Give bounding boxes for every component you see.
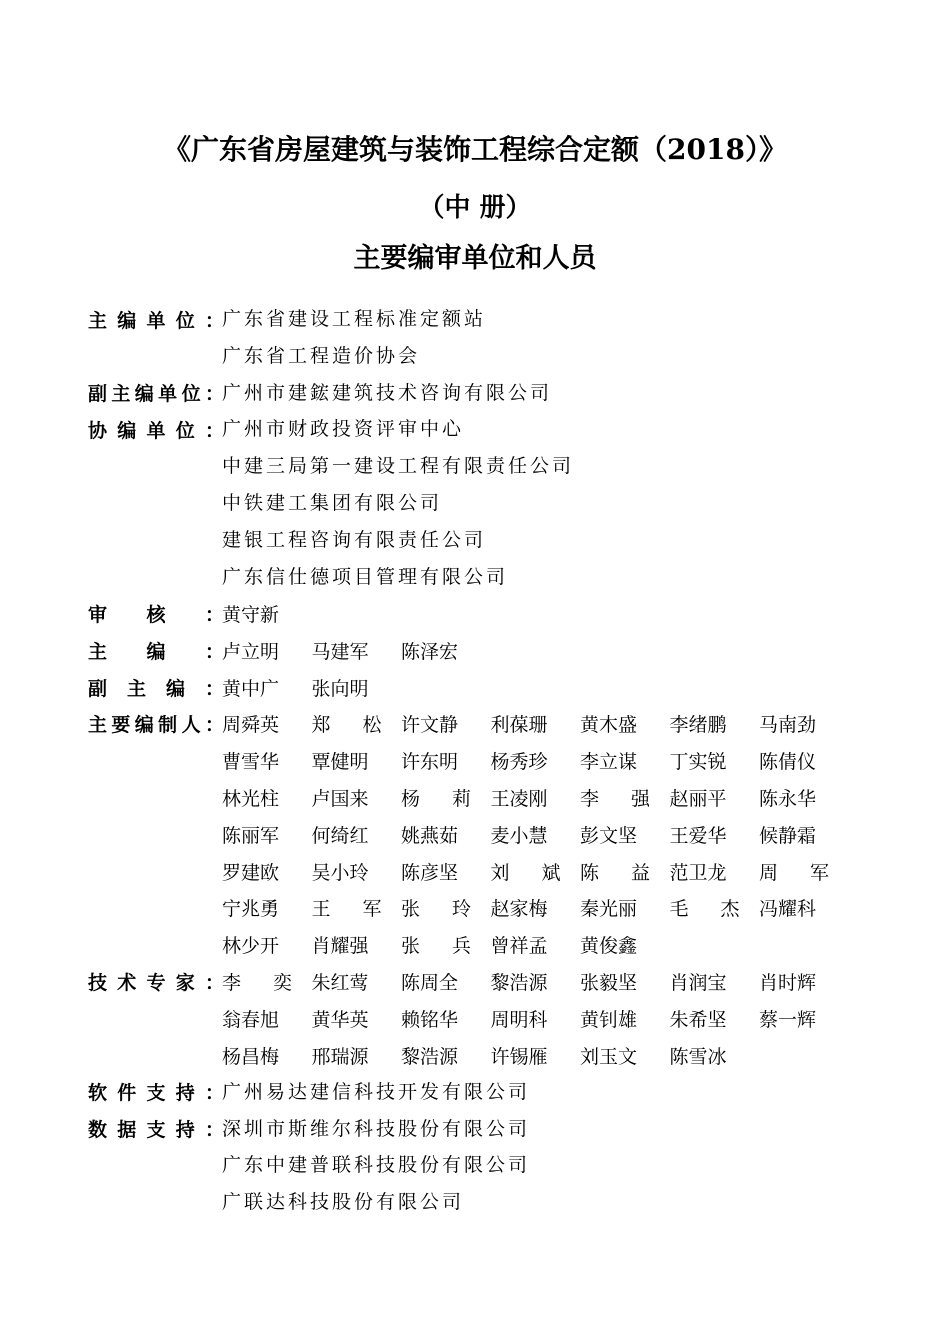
person-name: 陈彦坚 bbox=[401, 861, 459, 884]
person-name: 刘玉文 bbox=[580, 1045, 638, 1068]
roster-row bbox=[0, 966, 950, 996]
roster-row bbox=[0, 672, 950, 702]
unit-name: 中建三局第一建设工程有限责任公司 bbox=[222, 455, 575, 478]
roster-row bbox=[0, 782, 950, 812]
person-name: 姚燕茹 bbox=[401, 824, 459, 847]
roster-row bbox=[0, 1003, 950, 1033]
person-name: 陈永华 bbox=[759, 787, 817, 810]
person-name: 马南劲 bbox=[759, 714, 817, 737]
person-name: 覃健明 bbox=[311, 751, 369, 774]
roster-row bbox=[0, 525, 950, 555]
person-name: 肖耀强 bbox=[311, 935, 369, 958]
person-name: 郑 松 bbox=[311, 714, 382, 737]
person-name: 张毅坚 bbox=[580, 971, 638, 994]
person-name: 麦小慧 bbox=[490, 824, 548, 847]
person-name: 宁兆勇 bbox=[222, 898, 280, 921]
person-name: 陈丽军 bbox=[222, 824, 280, 847]
person-name: 卢立明 bbox=[222, 640, 280, 663]
person-name: 黄木盛 bbox=[580, 714, 638, 737]
roster-row bbox=[0, 819, 950, 849]
roster-row bbox=[0, 562, 950, 592]
deputy-editor-label: 副 主 编 ： bbox=[88, 677, 224, 700]
person-name: 刘 斌 bbox=[490, 861, 561, 884]
person-name: 许东明 bbox=[401, 751, 459, 774]
person-name: 杨秀珍 bbox=[490, 751, 548, 774]
person-name: 肖润宝 bbox=[669, 971, 727, 994]
person-name: 陈倩仪 bbox=[759, 751, 817, 774]
person-name: 黄钊雄 bbox=[580, 1008, 638, 1031]
person-name: 赵丽平 bbox=[669, 787, 727, 810]
person-name: 林少开 bbox=[222, 935, 280, 958]
person-name: 秦光丽 bbox=[580, 898, 638, 921]
person-name: 黄中广 bbox=[222, 677, 280, 700]
person-name: 黎浩源 bbox=[401, 1045, 459, 1068]
person-name: 卢国来 bbox=[311, 787, 369, 810]
person-name: 李 强 bbox=[580, 787, 650, 810]
unit-name: 广东省建设工程标准定额站 bbox=[222, 308, 487, 330]
document-title: 《广东省房屋建筑与装饰工程综合定额（2018）》 bbox=[163, 133, 787, 166]
roster-row bbox=[0, 341, 950, 371]
data-support-label: 数 据 支 持 ： bbox=[88, 1119, 224, 1142]
person-name: 周 军 bbox=[759, 861, 829, 884]
person-name: 黄守新 bbox=[222, 603, 280, 626]
roster-row bbox=[0, 304, 950, 334]
person-name: 王爱华 bbox=[669, 824, 727, 847]
roster-row bbox=[0, 1187, 950, 1217]
person-name: 黄俊鑫 bbox=[580, 935, 638, 958]
person-name: 陈周全 bbox=[401, 971, 459, 994]
person-name: 利葆珊 bbox=[490, 714, 548, 737]
person-name: 黄华英 bbox=[311, 1008, 369, 1031]
roster-row bbox=[0, 635, 950, 665]
unit-name: 深圳市斯维尔科技股份有限公司 bbox=[222, 1117, 531, 1140]
person-name: 曾祥孟 bbox=[490, 935, 548, 958]
person-name: 李立谋 bbox=[580, 751, 638, 774]
person-name: 陈泽宏 bbox=[401, 640, 459, 663]
person-name: 张 玲 bbox=[401, 898, 471, 921]
person-name: 蔡一辉 bbox=[759, 1008, 817, 1031]
person-name: 候静霜 bbox=[759, 824, 817, 847]
unit-name: 建银工程咨询有限责任公司 bbox=[222, 528, 487, 551]
roster-row bbox=[0, 893, 950, 923]
unit-name: 广联达科技股份有限公司 bbox=[222, 1191, 465, 1214]
person-name: 毛 杰 bbox=[669, 898, 740, 921]
person-name: 朱红莺 bbox=[311, 971, 369, 994]
person-name: 肖时辉 bbox=[759, 971, 817, 994]
unit-name: 中铁建工集团有限公司 bbox=[222, 492, 443, 514]
person-name: 朱希坚 bbox=[669, 1008, 727, 1031]
person-name: 周舜英 bbox=[222, 714, 280, 737]
unit-name: 广州市建鋐建筑技术咨询有限公司 bbox=[222, 381, 553, 404]
person-name: 周明科 bbox=[490, 1008, 548, 1031]
unit-name: 广东中建普联科技股份有限公司 bbox=[222, 1154, 531, 1177]
roster-row bbox=[0, 1077, 950, 1107]
person-name: 林光柱 bbox=[222, 787, 280, 810]
volume-label: （中 册） bbox=[418, 193, 532, 223]
person-name: 张 兵 bbox=[401, 935, 471, 958]
person-name: 许文静 bbox=[401, 714, 459, 737]
roster-row bbox=[0, 930, 950, 960]
person-name: 黎浩源 bbox=[490, 971, 548, 994]
person-name: 范卫龙 bbox=[669, 861, 727, 884]
deputy-chief-unit-label: 副 主 编 单 位 ： bbox=[88, 383, 224, 406]
person-name: 彭文坚 bbox=[580, 824, 638, 847]
person-name: 赖铭华 bbox=[401, 1008, 459, 1031]
roster-row bbox=[0, 378, 950, 408]
person-name: 杨 莉 bbox=[401, 787, 471, 810]
person-name: 翁春旭 bbox=[222, 1008, 280, 1031]
person-name: 罗建欧 bbox=[222, 861, 280, 884]
roster-row bbox=[0, 488, 950, 518]
person-name: 何绮红 bbox=[311, 824, 369, 847]
person-name: 张向明 bbox=[311, 677, 369, 700]
roster-row bbox=[0, 1114, 950, 1144]
person-name: 杨昌梅 bbox=[222, 1045, 280, 1068]
person-name: 冯耀科 bbox=[759, 898, 817, 921]
person-name: 赵家梅 bbox=[490, 898, 548, 921]
roster-row bbox=[0, 746, 950, 776]
person-name: 王 军 bbox=[311, 898, 382, 921]
roster-row bbox=[0, 1040, 950, 1070]
software-support-label: 软 件 支 持 ： bbox=[88, 1082, 224, 1105]
reviewer-label: 审 核 ： bbox=[88, 603, 224, 626]
document-subtitle: 主要编审单位和人员 bbox=[353, 243, 597, 274]
person-name: 陈雪冰 bbox=[669, 1045, 727, 1068]
person-name: 邢瑞源 bbox=[311, 1045, 369, 1068]
person-name: 陈 益 bbox=[580, 861, 650, 884]
experts-label: 技 术 专 家 ： bbox=[88, 971, 224, 994]
person-name: 李绪鹏 bbox=[669, 714, 727, 737]
roster-row bbox=[0, 414, 950, 444]
roster-row bbox=[0, 709, 950, 739]
roster-row bbox=[0, 598, 950, 628]
main-compilers-label: 主 要 编 制 人 ： bbox=[88, 714, 224, 737]
person-name: 许锡雁 bbox=[490, 1045, 548, 1068]
person-name: 吴小玲 bbox=[311, 861, 369, 884]
unit-name: 广东信仕德项目管理有限公司 bbox=[222, 565, 509, 588]
person-name: 曹雪华 bbox=[222, 751, 280, 774]
unit-name: 广州市财政投资评审中心 bbox=[222, 418, 465, 441]
chief-editor-label: 主 编 ： bbox=[88, 640, 224, 663]
person-name: 丁实锐 bbox=[669, 751, 727, 774]
roster-row bbox=[0, 1150, 950, 1180]
assisting-units-label: 协 编 单 位 ： bbox=[88, 419, 224, 442]
person-name: 马建军 bbox=[311, 640, 369, 663]
roster-row bbox=[0, 451, 950, 481]
roster-row bbox=[0, 856, 950, 886]
unit-name: 广东省工程造价协会 bbox=[222, 344, 421, 367]
person-name: 李 奕 bbox=[222, 971, 292, 994]
unit-name: 广州易达建信科技开发有限公司 bbox=[222, 1080, 531, 1103]
chief-unit-label: 主 编 单 位 ： bbox=[88, 309, 224, 332]
person-name: 王凌刚 bbox=[490, 787, 548, 810]
